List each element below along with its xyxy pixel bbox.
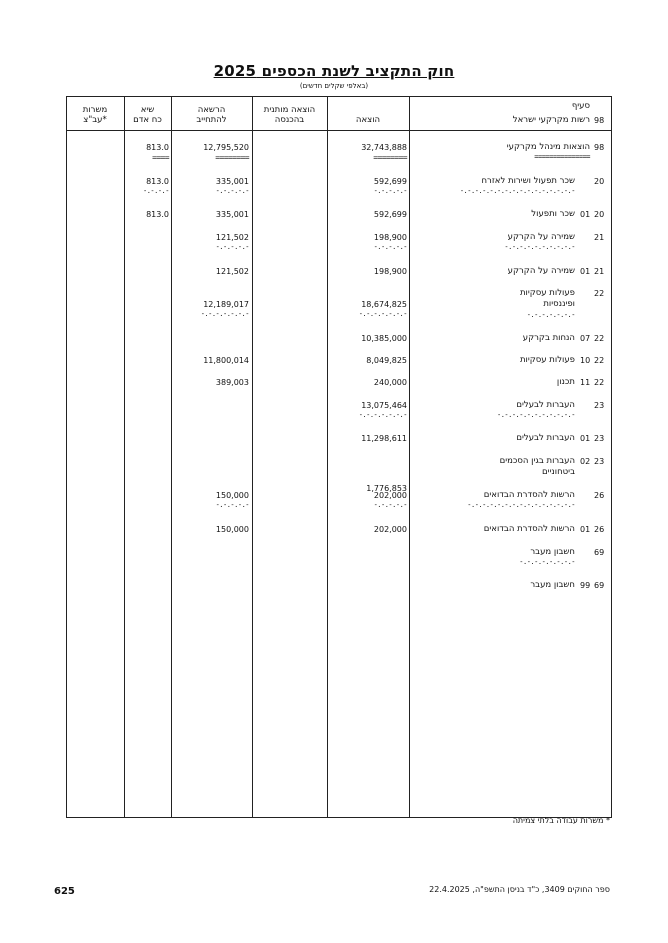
row-name: שכר ותפעול [531, 209, 575, 219]
row-code-b: 02 [580, 457, 591, 466]
row-commitment: 12,189,017 [203, 300, 249, 309]
row-commitment: 389,003 [215, 378, 249, 387]
row-code-b: 01 [580, 267, 591, 276]
header-expense: הוצאה [355, 115, 381, 125]
page-subtitle: (באלפי שקלים חדשים) [299, 82, 369, 90]
header-contract-jobs: משרות עב"צ* [82, 105, 108, 125]
row-expense: 592,699 [373, 210, 407, 219]
row-underline: -.-.-.-.-.-.-.- [519, 558, 575, 566]
row-underline: -.-.-.-.-.-.-.-.-.-.-.-.-.-.-.- [459, 187, 575, 195]
row-name-2: ופיננסיות [543, 299, 575, 309]
row-name: תכנון [556, 377, 575, 387]
row-commitment: 150,000 [215, 525, 249, 534]
row-name: שכר תפעול ושירות לאזרח [481, 176, 575, 186]
row-expense: 32,743,888 [361, 143, 407, 152]
row-name-2: ביטחוניים [541, 467, 575, 477]
row-commitment-underline: -.-.-.-.- [215, 501, 249, 509]
row-code-a: 22 [594, 356, 605, 365]
row-commitment-underline: -.-.-.-.- [215, 243, 249, 251]
row-underline: -.-.-.-.-.-.- [526, 311, 575, 319]
column-divider [124, 96, 125, 818]
row-code-b: 01 [580, 210, 591, 219]
row-code-a: 22 [594, 378, 605, 387]
row-commitment: 11,800,014 [203, 356, 249, 365]
row-code-b: 01 [580, 434, 591, 443]
row-name: שמירה על הקרקע [507, 266, 575, 276]
row-manpower-underline: -.-.-.- [142, 187, 169, 195]
row-name: העברות לבעלים [516, 433, 575, 443]
row-manpower: 813.0 [146, 210, 169, 219]
row-expense: 11,298,611 [361, 434, 407, 443]
row-expense: 198,900 [373, 267, 407, 276]
row-name: פעולות עסקיות [519, 355, 575, 365]
row-expense: 18,674,825 [361, 300, 407, 309]
column-divider [327, 96, 328, 818]
row-code-b: 10 [580, 356, 591, 365]
row-commitment: 335,001 [215, 210, 249, 219]
row-code-a: 20 [594, 210, 605, 219]
footnote: * משרות עבודה בלתי צמיתה [512, 816, 610, 825]
row-name: העברות לבעלים [516, 400, 575, 410]
header-section-code: 98 [594, 116, 605, 125]
row-commitment: 121,502 [215, 267, 249, 276]
row-code-a: 26 [594, 525, 605, 534]
row-code-a: 20 [594, 177, 605, 186]
row-commitment-underline: -.-.-.-.-.-.- [200, 310, 249, 318]
row-manpower-underline: ==== [152, 153, 169, 162]
row-expense-underline: -.-.-.-.-.-.- [358, 411, 407, 419]
row-expense-underline: ======== [373, 153, 407, 162]
header-conditional-expense: הוצאה מותנית בהכנסה [263, 105, 316, 125]
row-code-b: 01 [580, 525, 591, 534]
page-number: 625 [54, 886, 75, 897]
header-section: סעיף [571, 101, 590, 111]
row-code-a: 23 [594, 401, 605, 410]
row-name: חשבון מעבר [530, 547, 575, 557]
header-manpower: שיא כח אדם [133, 105, 162, 125]
row-expense-underline: -.-.-.-.- [373, 501, 407, 509]
row-code-a: 21 [594, 267, 605, 276]
header-commitment: הרשאה להתחייב [196, 105, 227, 125]
row-name: חשבון מעבר [530, 580, 575, 590]
row-manpower: 813.0 [146, 177, 169, 186]
row-code-a: 69 [594, 548, 605, 557]
row-underline: =============== [534, 153, 590, 161]
row-name: הנחות בקרקע [522, 333, 575, 343]
header-divider [66, 130, 612, 131]
row-code-a: 21 [594, 233, 605, 242]
row-commitment-underline: ======== [215, 153, 249, 162]
row-name: העברות בגין הסכמים [499, 456, 575, 466]
row-underline: -.-.-.-.-.-.-.-.-.-.-.-.-.-.- [467, 501, 575, 509]
row-expense: 1,776,853 [366, 484, 407, 493]
column-divider [409, 96, 410, 818]
row-code-a: 22 [594, 334, 605, 343]
row-expense: 592,699 [373, 177, 407, 186]
row-manpower: 813.0 [146, 143, 169, 152]
header-section-name: רשות מקרקעי ישראל [512, 115, 590, 125]
row-commitment-underline: -.-.-.-.- [215, 187, 249, 195]
row-expense: 8,049,825 [366, 356, 407, 365]
row-name: הרשות להסדרת הבדואים [483, 524, 575, 534]
row-expense-underline: -.-.-.-.-.-.- [358, 310, 407, 318]
column-divider [171, 96, 172, 818]
row-name: שמירה על הקרקע [507, 232, 575, 242]
row-code-b: 11 [580, 378, 591, 387]
column-divider [252, 96, 253, 818]
row-commitment: 335,001 [215, 177, 249, 186]
row-underline: -.-.-.-.-.-.-.-.-.- [504, 243, 575, 251]
row-expense-underline: -.-.-.-.- [373, 243, 407, 251]
gazette-footer: ספר החוקים 3409, כ"ד בניסן התשפ"ה, 22.4.2025 [429, 885, 610, 894]
row-commitment: 121,502 [215, 233, 249, 242]
row-commitment: 150,000 [215, 491, 249, 500]
row-name: הרשות להסדרת הבדואים [483, 490, 575, 500]
row-expense: 240,000 [373, 378, 407, 387]
row-expense: 202,000 [373, 525, 407, 534]
row-code-a: 22 [594, 289, 605, 298]
row-code-a: 23 [594, 457, 605, 466]
row-code-a: 98 [594, 143, 605, 152]
row-code-a: 23 [594, 434, 605, 443]
row-name: הוצאות מינהל מקרקעי [506, 142, 590, 152]
row-expense: 198,900 [373, 233, 407, 242]
row-expense: 13,075,464 [361, 401, 407, 410]
page-title: חוק התקציב לשנת הכספים 2025 [213, 62, 455, 80]
row-underline: -.-.-.-.-.-.-.-.-.-.- [496, 411, 575, 419]
row-name: פעולות עסקיות [519, 288, 575, 298]
row-expense-underline: -.-.-.-.- [373, 187, 407, 195]
row-code-b: 07 [580, 334, 591, 343]
row-code-a: 69 [594, 581, 605, 590]
row-expense: 10,385,000 [361, 334, 407, 343]
row-code-a: 26 [594, 491, 605, 500]
row-code-b: 99 [580, 581, 591, 590]
row-expense: 202,000 [373, 491, 407, 500]
row-commitment: 12,795,520 [203, 143, 249, 152]
